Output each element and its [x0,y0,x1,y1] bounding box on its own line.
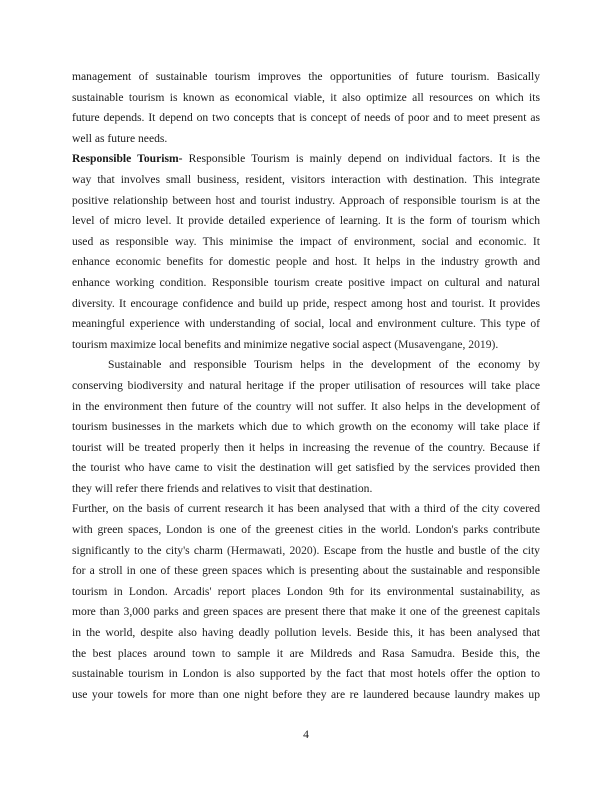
text-run: Responsible Tourism is mainly depend on individual factors. It is the [182,152,540,166]
text-line: positive relationship between host and tourist industry. Approach of responsible tourism is at the [72,193,540,207]
text-line: conserving biodiversity and natural heritage if the proper utilisation of resources will take place [72,378,540,392]
paragraph-sustainable-management [72,67,540,149]
text-line: the best places around town to sample it are Mildreds and Rasa Samudra. Beside this, the [72,646,540,660]
text-line: sustainable tourism in London is also supported by the fact that most hotels offer the option to [72,667,540,681]
text-line: Sustainable and responsible Tourism helps in the development of the economy by [108,358,540,372]
text-line: level of micro level. It provide detailed experience of learning. It is the form of tourism which [72,214,540,228]
responsible-tourism-heading: Responsible Tourism- [72,152,183,166]
paragraph-responsible-tourism [72,149,540,355]
text-run: significantly to the city's charm [72,543,228,557]
text-line: enhance working condition. Responsible tourism create positive impact on cultural and natural [72,275,540,289]
text-run: . Escape from the hustle and bustle of the city [316,543,540,557]
text-line: for a stroll in one of these green spaces which is presenting about the sustainable and responsible [72,564,540,578]
text-line: diversity. It encourage confidence and build up pride, respect among host and tourist. It provides [72,296,540,310]
text-line: in the world, despite also having deadly pollution levels. Beside this, it has been analysed that [72,626,540,640]
text-line: they will refer there friends and relatives to visit that destination. [72,481,373,495]
page-number: 4 [303,728,309,741]
paragraph-economy-development [72,355,540,499]
text-line: the tourist who have came to visit the destination will get satisfied by the services provided then [72,461,540,475]
text-line: future depends. It depend on two concepts that is concept of needs of poor and to meet present as [72,111,540,125]
text-line: use your towels for more than one night before they are re laundered because laundry makes up [72,687,540,701]
text-line: used as responsible way. This minimise the impact of environment, social and economic. It [72,234,540,248]
text-line: meaningful experience with understanding of social, local and environment culture. This type of [72,317,540,331]
text-line [72,149,540,170]
text-line: tourism businesses in the markets which due to which growth on the economy will take place if [72,420,540,434]
text-line: more than 3,000 parks and green spaces are present there that make it one of the greenest capitals [72,605,540,619]
text-line: with green spaces, London is one of the greenest cities in the world. London's parks contribute [72,523,540,537]
text-line: tourist will be treated properly then it helps in increasing the revenue of the country. Because if [72,440,540,454]
citation-musavengane: (Musavengane, 2019) [394,337,496,351]
text-run: . [495,337,499,351]
text-line: management of sustainable tourism improves the opportunities of future tourism. Basically [72,70,540,83]
text-line [72,335,540,356]
text-line: enhance economic benefits for domestic people and host. It helps in the industry growth and [72,255,540,269]
text-run: tourism maximize local benefits and minimize negative social aspect [72,337,395,351]
text-line: in the environment then future of the country will not suffer. It also helps in the development of [72,399,540,413]
paragraph-london-green-spaces [72,499,540,705]
text-line: sustainable tourism is known as economical viable, it also optimize all resources on which its [72,90,540,104]
text-line: well as future needs. [72,131,168,145]
text-line: way that involves small business, resident, visitors interaction with destination. This integrate [72,172,540,186]
text-line: tourism in London. Arcadis' report places London 9th for its environmental sustainability, as [72,584,540,598]
citation-hermawati: (Hermawati, 2020) [227,543,317,557]
text-line [72,541,540,562]
document-page [72,67,540,705]
text-line: Further, on the basis of current research it has been analysed that with a third of the city covered [72,502,540,516]
